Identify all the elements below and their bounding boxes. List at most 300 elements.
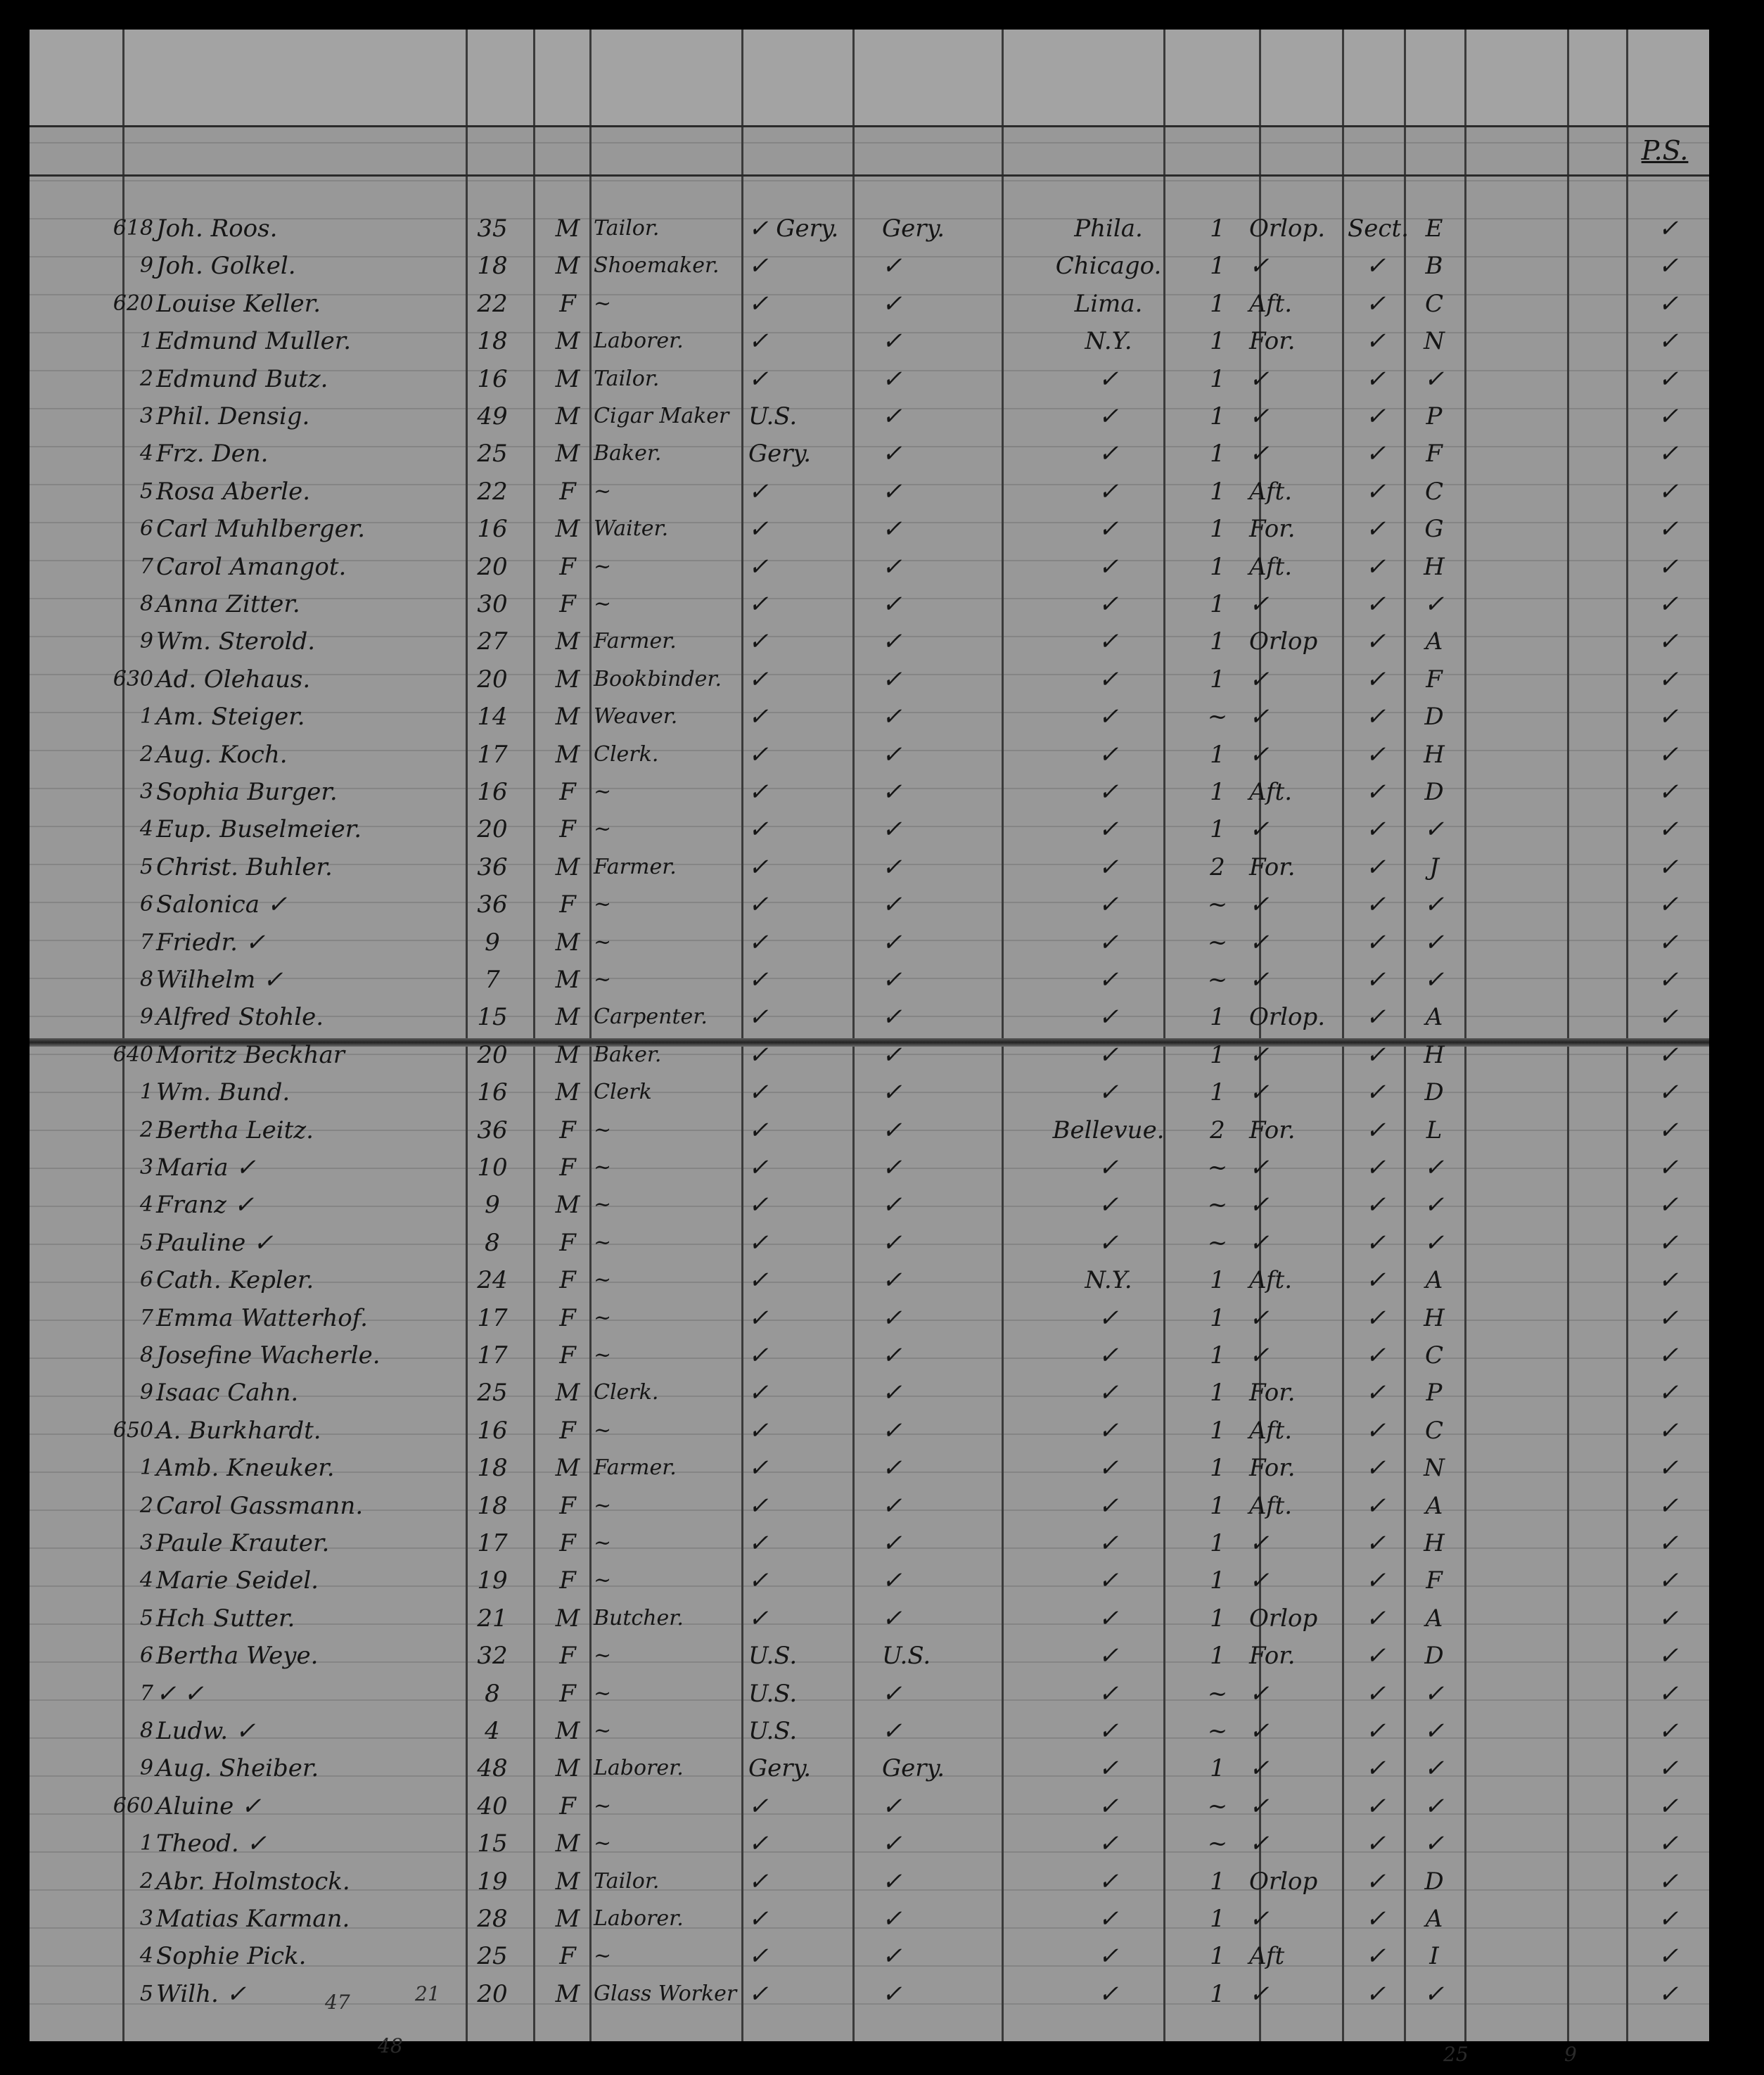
section-mark: ✓: [1365, 1266, 1386, 1294]
berth-location: Orlop.: [1249, 215, 1326, 243]
sex: M: [555, 440, 580, 468]
ps-check: ✓: [1658, 1717, 1679, 1745]
sex: M: [555, 402, 580, 430]
occupation: ~: [594, 779, 612, 804]
column-8-entry: 1: [1210, 402, 1225, 430]
age: 16: [477, 1078, 508, 1106]
occupation: Clerk: [594, 1080, 652, 1104]
column-6-entry: ✓: [882, 590, 902, 618]
age: 40: [477, 1792, 508, 1820]
berth-location: ✓: [1249, 590, 1270, 618]
column-6-entry: ✓: [882, 1116, 902, 1144]
entry-number: 4: [139, 817, 153, 841]
berth-location: For.: [1249, 853, 1296, 881]
column-8-entry: 1: [1210, 1905, 1225, 1933]
manifest-row: [30, 850, 1709, 885]
column-5-entry: ✓: [748, 478, 769, 506]
column-6-entry: ✓: [882, 402, 902, 430]
column-8-entry: 1: [1210, 815, 1225, 843]
destination: Bellevue.: [1052, 1116, 1165, 1144]
entry-number: 2: [139, 1493, 153, 1518]
manifest-row: [30, 1225, 1709, 1260]
occupation: Tailor.: [594, 216, 660, 241]
sex: F: [559, 1154, 576, 1182]
sex: M: [555, 1191, 580, 1219]
section-letter: H: [1424, 553, 1445, 581]
passenger-name: Phil. Densig.: [156, 402, 310, 430]
manifest-row: [30, 1939, 1709, 1974]
column-5-entry: ✓: [748, 1116, 769, 1144]
entry-number: 5: [139, 479, 153, 504]
destination: ✓: [1098, 590, 1119, 618]
passenger-name: Louise Keller.: [156, 290, 321, 318]
berth-location: Aft.: [1249, 1266, 1293, 1294]
berth-location: ✓: [1249, 1980, 1270, 2008]
sex: M: [555, 252, 580, 280]
entry-number: 5: [139, 1230, 153, 1255]
column-5-entry: ✓: [748, 1266, 769, 1294]
column-8-entry: 1: [1210, 215, 1225, 243]
column-5-entry: ✓: [748, 1417, 769, 1445]
berth-location: Orlop: [1249, 627, 1318, 656]
column-5-entry: ✓: [748, 252, 769, 280]
sex: M: [555, 1868, 580, 1896]
occupation: ~: [594, 1118, 612, 1142]
column-5-entry: ✓: [748, 1529, 769, 1557]
sex: F: [559, 1792, 576, 1820]
column-6-entry: ✓: [882, 1229, 902, 1257]
age: 17: [477, 1304, 508, 1332]
destination: ✓: [1098, 1566, 1119, 1595]
ps-check: ✓: [1658, 1642, 1679, 1670]
destination: ✓: [1098, 741, 1119, 769]
passenger-name: A. Burkhardt.: [156, 1417, 321, 1445]
passenger-name: Eup. Buselmeier.: [156, 815, 362, 843]
age: 30: [477, 590, 508, 618]
occupation: ~: [594, 967, 612, 992]
ps-check: ✓: [1658, 1529, 1679, 1557]
ps-check: ✓: [1658, 1454, 1679, 1482]
entry-number: 2: [139, 1869, 153, 1894]
entry-number: 6: [139, 1643, 153, 1668]
age: 18: [477, 327, 508, 355]
sex: F: [559, 1116, 576, 1144]
destination: ✓: [1098, 440, 1119, 468]
passenger-name: Moritz Beckhar: [156, 1041, 345, 1069]
ps-check: ✓: [1658, 966, 1679, 994]
column-6-entry: ✓: [882, 1566, 902, 1595]
passenger-name: Hch Sutter.: [156, 1604, 295, 1633]
berth-location: ✓: [1249, 440, 1270, 468]
column-8-entry: ~: [1207, 1680, 1228, 1708]
occupation: ~: [594, 1155, 612, 1180]
column-5-entry: ✓: [748, 1304, 769, 1332]
manifest-row: [30, 1638, 1709, 1673]
destination: ✓: [1098, 1229, 1119, 1257]
entry-number: 2: [139, 742, 153, 767]
column-6-entry: ✓: [882, 290, 902, 318]
section-letter: A: [1425, 627, 1443, 656]
berth-location: Aft.: [1249, 778, 1293, 806]
section-letter: N: [1424, 327, 1445, 355]
column-5-entry: ✓: [748, 1191, 769, 1219]
manifest-row: [30, 1075, 1709, 1110]
column-5-entry: ✓: [748, 515, 769, 543]
sex: F: [559, 1566, 576, 1595]
ps-check: ✓: [1658, 1680, 1679, 1708]
section-letter: P: [1426, 1379, 1443, 1407]
entry-number: 3: [139, 779, 153, 804]
berth-location: For.: [1249, 515, 1296, 543]
margin-note: 25: [1443, 2043, 1469, 2066]
occupation: Baker.: [594, 1042, 662, 1067]
section-mark: ✓: [1365, 890, 1386, 919]
section-letter: ✓: [1424, 1792, 1445, 1820]
sex: M: [555, 741, 580, 769]
destination: ✓: [1098, 1379, 1119, 1407]
age: 25: [477, 440, 508, 468]
age: 22: [477, 290, 508, 318]
manifest-row: [30, 624, 1709, 659]
section-letter: I: [1429, 1942, 1439, 1970]
column-6-entry: Gery.: [882, 1754, 945, 1782]
section-letter: C: [1424, 290, 1443, 318]
column-5-entry: ✓: [748, 1492, 769, 1520]
occupation: ~: [594, 1531, 612, 1555]
column-8-entry: 1: [1210, 290, 1225, 318]
destination: ✓: [1098, 1191, 1119, 1219]
passenger-name: Theod. ✓: [156, 1830, 267, 1858]
age: 25: [477, 1379, 508, 1407]
ps-check: ✓: [1658, 440, 1679, 468]
column-6-entry: ✓: [882, 1792, 902, 1820]
berth-location: ✓: [1249, 252, 1270, 280]
occupation: ~: [594, 1493, 612, 1518]
ps-check: ✓: [1658, 627, 1679, 656]
age: 18: [477, 1454, 508, 1482]
section-letter: ✓: [1424, 365, 1445, 393]
passenger-name: Am. Steiger.: [156, 703, 305, 731]
section-letter: J: [1429, 853, 1439, 881]
passenger-name: Joh. Golkel.: [156, 252, 296, 280]
column-8-entry: 1: [1210, 1868, 1225, 1896]
passenger-name: Pauline ✓: [156, 1229, 274, 1257]
entry-number: 1: [139, 1080, 153, 1104]
column-6-entry: ✓: [882, 1717, 902, 1745]
berth-location: ✓: [1249, 665, 1270, 694]
passenger-name: Wm. Sterold.: [156, 627, 316, 656]
occupation: Farmer.: [594, 1455, 677, 1480]
sex: F: [559, 1680, 576, 1708]
age: 28: [477, 1905, 508, 1933]
manifest-row: [30, 1413, 1709, 1448]
column-8-entry: 1: [1210, 1942, 1225, 1970]
manifest-row: [30, 774, 1709, 810]
berth-location: ✓: [1249, 741, 1270, 769]
column-6-entry: ✓: [882, 553, 902, 581]
destination: Phila.: [1074, 215, 1143, 243]
column-6-entry: ✓: [882, 1980, 902, 2008]
berth-location: For.: [1249, 1454, 1296, 1482]
column-5-entry: ✓: [748, 327, 769, 355]
column-5-entry: ✓: [748, 553, 769, 581]
passenger-name: Rosa Aberle.: [156, 478, 311, 506]
ps-check: ✓: [1658, 252, 1679, 280]
occupation: Laborer.: [594, 1756, 684, 1780]
berth-location: ✓: [1249, 1792, 1270, 1820]
column-5-entry: ✓: [748, 290, 769, 318]
berth-location: ✓: [1249, 1154, 1270, 1182]
passenger-name: ✓ ✓: [156, 1680, 204, 1708]
section-mark: ✓: [1365, 1604, 1386, 1633]
ps-check: ✓: [1658, 1417, 1679, 1445]
passenger-name: Paule Krauter.: [156, 1529, 330, 1557]
section-letter: C: [1424, 478, 1443, 506]
column-8-entry: 1: [1210, 1754, 1225, 1782]
ps-check: ✓: [1658, 290, 1679, 318]
passenger-name: Cath. Kepler.: [156, 1266, 314, 1294]
sex: M: [555, 1003, 580, 1031]
occupation: Butcher.: [594, 1606, 684, 1630]
berth-location: Aft.: [1249, 478, 1293, 506]
column-8-entry: 1: [1210, 1454, 1225, 1482]
entry-number: 9: [139, 1380, 153, 1405]
margin-note: 48: [378, 2034, 403, 2057]
manifest-row: [30, 1450, 1709, 1486]
destination: ✓: [1098, 402, 1119, 430]
age: 15: [477, 1003, 508, 1031]
column-6-entry: ✓: [882, 1266, 902, 1294]
column-6-entry: ✓: [882, 665, 902, 694]
ps-check: ✓: [1658, 1942, 1679, 1970]
manifest-row: [30, 662, 1709, 697]
manifest-row: [30, 248, 1709, 283]
manifest-row: [30, 1263, 1709, 1298]
occupation: ~: [594, 1831, 612, 1856]
entry-number: 9: [139, 253, 153, 278]
destination: ✓: [1098, 365, 1119, 393]
passenger-name: Sophie Pick.: [156, 1942, 307, 1970]
column-6-entry: ✓: [882, 1191, 902, 1219]
column-8-entry: 1: [1210, 627, 1225, 656]
column-8-entry: 1: [1210, 590, 1225, 618]
berth-location: ✓: [1249, 1529, 1270, 1557]
section-mark: ✓: [1365, 402, 1386, 430]
entry-number: 2: [139, 366, 153, 391]
manifest-row: [30, 925, 1709, 960]
entry-number: 8: [139, 1718, 153, 1743]
section-letter: H: [1424, 1304, 1445, 1332]
berth-location: Aft.: [1249, 553, 1293, 581]
column-6-entry: ✓: [882, 928, 902, 957]
passenger-name: Aluine ✓: [156, 1792, 262, 1820]
column-5-entry: ✓: [748, 853, 769, 881]
passenger-name: Carol Gassmann.: [156, 1492, 364, 1520]
column-6-entry: Gery.: [882, 215, 945, 243]
column-5-entry: ✓: [748, 778, 769, 806]
section-letter: ✓: [1424, 1154, 1445, 1182]
section-mark: ✓: [1365, 1680, 1386, 1708]
column-5-entry: ✓: [748, 815, 769, 843]
ps-check: ✓: [1658, 478, 1679, 506]
berth-location: ✓: [1249, 365, 1270, 393]
section-mark: ✓: [1365, 290, 1386, 318]
ps-check: ✓: [1658, 778, 1679, 806]
column-8-entry: ~: [1207, 1191, 1228, 1219]
sex: F: [559, 1341, 576, 1370]
age: 16: [477, 1417, 508, 1445]
berth-location: Orlop: [1249, 1868, 1318, 1896]
column-6-entry: ✓: [882, 1529, 902, 1557]
entry-number: 8: [139, 1343, 153, 1367]
ps-check: ✓: [1658, 815, 1679, 843]
section-mark: ✓: [1365, 1942, 1386, 1970]
occupation: Laborer.: [594, 1906, 684, 1931]
occupation: ~: [594, 892, 612, 917]
sex: F: [559, 290, 576, 318]
column-6-entry: ✓: [882, 515, 902, 543]
section-letter: A: [1425, 1905, 1443, 1933]
ps-check: ✓: [1658, 402, 1679, 430]
passenger-name: Bertha Weye.: [156, 1642, 319, 1670]
manifest-row: [30, 1338, 1709, 1373]
entry-number: 5: [139, 855, 153, 879]
occupation: Baker.: [594, 441, 662, 466]
section-mark: ✓: [1365, 1154, 1386, 1182]
ps-check: ✓: [1658, 1341, 1679, 1370]
manifest-row: [30, 1150, 1709, 1185]
column-8-entry: ~: [1207, 1229, 1228, 1257]
destination: ✓: [1098, 1905, 1119, 1933]
entry-number: 618: [113, 216, 153, 241]
column-5-entry: ✓: [748, 1154, 769, 1182]
column-8-entry: 2: [1210, 1116, 1225, 1144]
section-mark: ✓: [1365, 252, 1386, 280]
occupation: Tailor.: [594, 366, 660, 391]
section-letter: ✓: [1424, 1717, 1445, 1745]
manifest-row: [30, 1526, 1709, 1561]
column-8-entry: 1: [1210, 778, 1225, 806]
section-mark: ✓: [1365, 665, 1386, 694]
ps-check: ✓: [1658, 1304, 1679, 1332]
column-6-entry: ✓: [882, 815, 902, 843]
manifest-row: [30, 812, 1709, 847]
section-mark: ✓: [1365, 627, 1386, 656]
section-mark: ✓: [1365, 853, 1386, 881]
header-rule: [30, 174, 1709, 177]
occupation: ~: [594, 592, 612, 616]
passenger-name: Bertha Leitz.: [156, 1116, 314, 1144]
column-8-entry: 1: [1210, 1492, 1225, 1520]
ps-check: ✓: [1658, 853, 1679, 881]
destination: ✓: [1098, 1454, 1119, 1482]
entry-number: 3: [139, 1906, 153, 1931]
age: 36: [477, 853, 508, 881]
passenger-name: Alfred Stohle.: [156, 1003, 324, 1031]
column-8-entry: ~: [1207, 928, 1228, 957]
age: 17: [477, 1341, 508, 1370]
ps-check: ✓: [1658, 1379, 1679, 1407]
column-8-entry: ~: [1207, 1717, 1228, 1745]
entry-number: 650: [113, 1418, 153, 1443]
manifest-row: [30, 1375, 1709, 1410]
passenger-name: Abr. Holmstock.: [156, 1868, 350, 1896]
manifest-row: [30, 1751, 1709, 1786]
manifest-row: [30, 1826, 1709, 1861]
sex: F: [559, 1229, 576, 1257]
passenger-name: Carl Muhlberger.: [156, 515, 366, 543]
manifest-row: [30, 549, 1709, 585]
occupation: ~: [594, 1343, 612, 1367]
section-mark: ✓: [1365, 815, 1386, 843]
entry-number: 4: [139, 1943, 153, 1968]
destination: ✓: [1098, 1604, 1119, 1633]
column-5-entry: ✓: [748, 1341, 769, 1370]
section-mark: ✓: [1365, 778, 1386, 806]
manifest-row: [30, 324, 1709, 359]
column-8-entry: 1: [1210, 365, 1225, 393]
section-letter: ✓: [1424, 1830, 1445, 1858]
berth-location: ✓: [1249, 966, 1270, 994]
column-6-entry: ✓: [882, 703, 902, 731]
section-letter: P: [1426, 402, 1443, 430]
destination: ✓: [1098, 627, 1119, 656]
entry-number: 3: [139, 1155, 153, 1180]
passenger-name: Franz ✓: [156, 1191, 255, 1219]
berth-location: ✓: [1249, 928, 1270, 957]
entry-number: 4: [139, 1568, 153, 1592]
column-6-entry: ✓: [882, 478, 902, 506]
berth-location: ✓: [1249, 1566, 1270, 1595]
section-mark: ✓: [1365, 515, 1386, 543]
entry-number: 4: [139, 441, 153, 466]
age: 9: [485, 1191, 500, 1219]
age: 16: [477, 365, 508, 393]
entry-number: 630: [113, 667, 153, 691]
occupation: ~: [594, 1794, 612, 1818]
sex: M: [555, 1905, 580, 1933]
entry-number: 660: [113, 1794, 153, 1818]
entry-number: 620: [113, 291, 153, 316]
manifest-row: [30, 1864, 1709, 1899]
occupation: ~: [594, 1943, 612, 1968]
column-5-entry: ✓: [748, 365, 769, 393]
passenger-name: Joh. Roos.: [156, 215, 278, 243]
passenger-name: Sophia Burger.: [156, 778, 338, 806]
destination: ✓: [1098, 1492, 1119, 1520]
age: 24: [477, 1266, 508, 1294]
ps-check: ✓: [1658, 1078, 1679, 1106]
section-letter: F: [1426, 440, 1443, 468]
destination: ✓: [1098, 853, 1119, 881]
age: 35: [477, 215, 508, 243]
sex: F: [559, 815, 576, 843]
passenger-name: Wm. Bund.: [156, 1078, 290, 1106]
destination: ✓: [1098, 1417, 1119, 1445]
ps-check: ✓: [1658, 327, 1679, 355]
section-mark: ✓: [1365, 1529, 1386, 1557]
sex: M: [555, 1041, 580, 1069]
passenger-name: Isaac Cahn.: [156, 1379, 299, 1407]
sex: F: [559, 1492, 576, 1520]
section-letter: ✓: [1424, 928, 1445, 957]
column-5-entry: ✓: [748, 1980, 769, 2008]
section-mark: ✓: [1365, 590, 1386, 618]
ps-check: ✓: [1658, 553, 1679, 581]
section-letter: G: [1424, 515, 1444, 543]
destination: ✓: [1098, 778, 1119, 806]
column-5-entry: U.S.: [748, 1680, 798, 1708]
